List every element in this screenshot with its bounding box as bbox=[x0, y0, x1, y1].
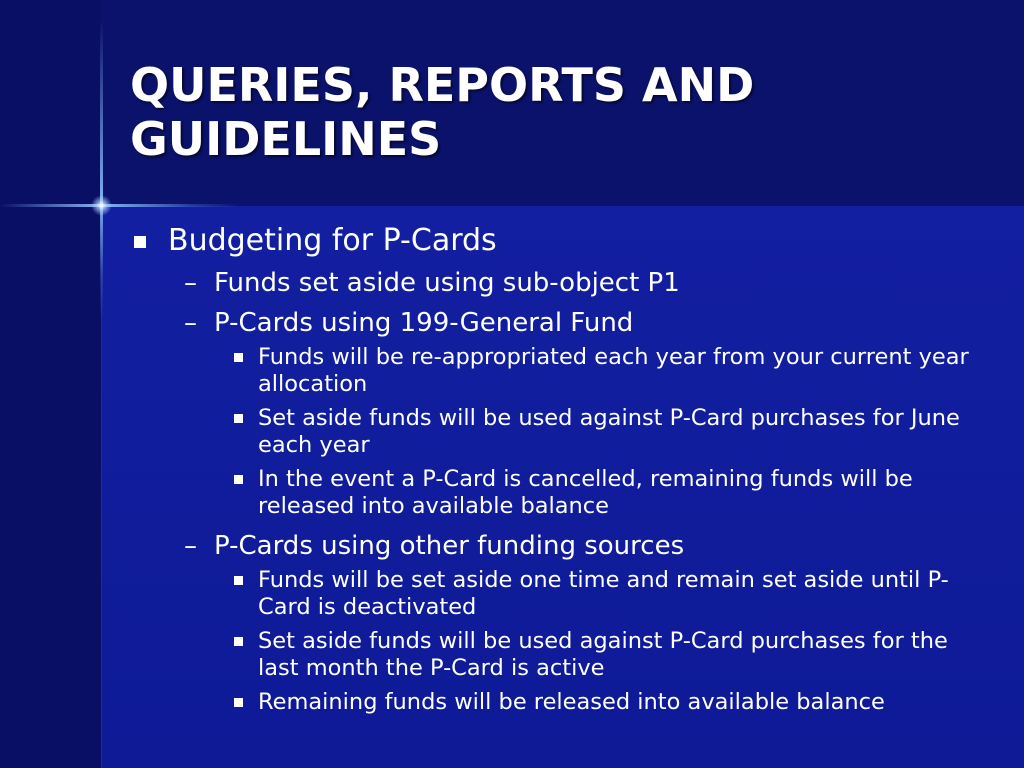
point-remaining-released bbox=[230, 689, 990, 716]
dash-bullet: – bbox=[184, 531, 197, 561]
square-bullet-icon bbox=[234, 475, 243, 484]
glow-vertical-line bbox=[100, 20, 103, 320]
point-text: Set aside funds will be used against P-Card purchases for June each year bbox=[258, 405, 960, 458]
glow-horizontal-line bbox=[0, 204, 240, 207]
slide-title: QUERIES, REPORTS AND GUIDELINES bbox=[130, 58, 755, 166]
point-last-month bbox=[230, 628, 990, 682]
subitem-general-fund bbox=[184, 304, 990, 342]
dash-bullet: – bbox=[184, 268, 197, 298]
subitem-text: P-Cards using 199-General Fund bbox=[214, 308, 634, 338]
square-bullet-icon bbox=[234, 637, 243, 646]
point-text: Funds will be re-appropriated each year from your current year allocation bbox=[258, 344, 969, 397]
point-text: Remaining funds will be released into available balance bbox=[258, 689, 885, 715]
glow-star-icon bbox=[91, 195, 112, 216]
subitem-text: Funds set aside using sub-object P1 bbox=[214, 268, 680, 298]
point-june-purchases bbox=[230, 405, 990, 459]
subitem-text: P-Cards using other funding sources bbox=[214, 531, 685, 561]
dash-bullet: – bbox=[184, 308, 197, 338]
square-bullet-icon bbox=[234, 576, 243, 585]
square-bullet-icon bbox=[234, 353, 243, 362]
point-text: Set aside funds will be used against P-Card purchases for the last month the P-Card is active bbox=[258, 628, 948, 681]
background-left-panel bbox=[0, 0, 101, 768]
bullet-text: Budgeting for P-Cards bbox=[168, 223, 497, 258]
point-text: Funds will be set aside one time and remain set aside until P-Card is deactivated bbox=[258, 567, 949, 620]
square-bullet-icon bbox=[234, 698, 243, 707]
subitem-other-funding bbox=[184, 527, 990, 565]
slide-content bbox=[130, 220, 990, 723]
square-bullet-icon bbox=[234, 414, 243, 423]
subitem-sub-object bbox=[184, 264, 990, 302]
square-bullet-icon bbox=[134, 236, 146, 248]
bullet-budgeting bbox=[130, 220, 990, 262]
point-set-aside-once bbox=[230, 567, 990, 621]
point-reappropriated bbox=[230, 344, 990, 398]
point-cancelled-card bbox=[230, 466, 990, 520]
point-text: In the event a P-Card is cancelled, remaining funds will be released into available balance bbox=[258, 466, 913, 519]
